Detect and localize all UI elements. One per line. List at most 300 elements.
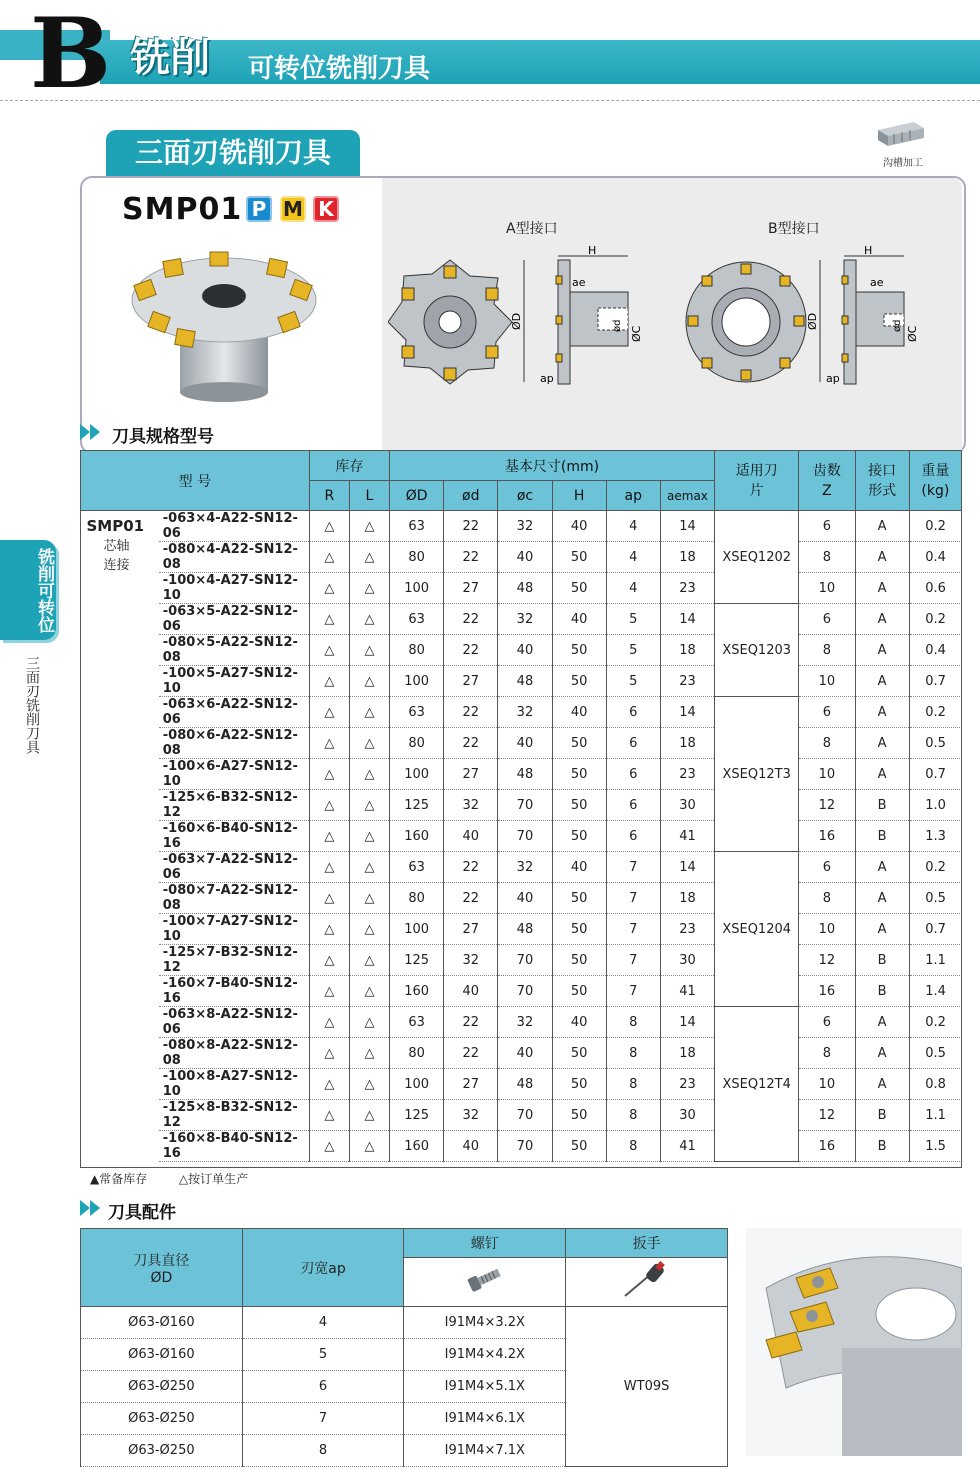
cell-ap: 6: [606, 697, 660, 728]
cell-ae: 30: [660, 790, 714, 821]
a-dim-ae: ae: [572, 276, 586, 289]
cell-iface: B: [855, 1131, 909, 1162]
header-band: [100, 40, 980, 84]
cell-d: 100: [390, 666, 444, 697]
table-row: [81, 759, 962, 790]
legend: [90, 1170, 248, 1187]
cell-c: 40: [498, 635, 552, 666]
cell-ae: 23: [660, 914, 714, 945]
cell-h: 50: [552, 1038, 606, 1069]
cell-iface: A: [855, 1069, 909, 1100]
spec-section-title: 刀具规格型号: [112, 427, 214, 447]
cell-l: △: [349, 511, 389, 542]
col-model: 型 号: [81, 451, 310, 511]
cell-h: 50: [552, 914, 606, 945]
cell-z: 6: [799, 604, 855, 635]
table-row: [81, 1307, 728, 1339]
cell-z: 6: [799, 697, 855, 728]
acc-cell-dia: Ø63-Ø250: [81, 1435, 243, 1467]
cell-ap: 4: [606, 573, 660, 604]
cell-iface: A: [855, 604, 909, 635]
cell-ap: 4: [606, 511, 660, 542]
header-divider: [0, 100, 980, 101]
cell-h: 50: [552, 976, 606, 1007]
cell-w: 0.5: [909, 728, 961, 759]
cell-d: 63: [390, 852, 444, 883]
cell-d: 22: [444, 697, 498, 728]
cell-l: △: [349, 728, 389, 759]
cell-d: 100: [390, 1069, 444, 1100]
cell-ap: 7: [606, 914, 660, 945]
cell-h: 50: [552, 945, 606, 976]
cell-d: 63: [390, 604, 444, 635]
cell-c: 48: [498, 666, 552, 697]
cell-r: △: [309, 511, 349, 542]
cell-w: 0.2: [909, 697, 961, 728]
spec-table: [80, 450, 962, 1162]
cell-d: 63: [390, 511, 444, 542]
cell-iface: A: [855, 852, 909, 883]
cell-d: 22: [444, 511, 498, 542]
cell-w: 1.1: [909, 945, 961, 976]
cell-d: 22: [444, 883, 498, 914]
cell-h: 40: [552, 511, 606, 542]
cell-l: △: [349, 635, 389, 666]
cell-r: △: [309, 790, 349, 821]
col-c: øc: [498, 481, 552, 511]
cell-r: △: [309, 635, 349, 666]
acc-col-screw: 螺钉: [404, 1229, 566, 1258]
cell-d: 22: [444, 604, 498, 635]
cell-d: 22: [444, 852, 498, 883]
cell-ap: 4: [606, 542, 660, 573]
cell-w: 1.1: [909, 1100, 961, 1131]
cell-d: 100: [390, 573, 444, 604]
cell-d: 27: [444, 573, 498, 604]
b-dim-h: H: [864, 244, 873, 257]
cell-ae: 14: [660, 1007, 714, 1038]
material-p-badge: P: [246, 196, 272, 222]
cell-iface: A: [855, 728, 909, 759]
cell-l: △: [349, 852, 389, 883]
cell-ap: 6: [606, 821, 660, 852]
cell-d: 40: [444, 976, 498, 1007]
a-dim-c: ØC: [630, 325, 643, 342]
table-row: [81, 945, 962, 976]
cell-ae: 18: [660, 1038, 714, 1069]
cell-blade: XSEQ12T4: [715, 1007, 799, 1162]
interface-b-drawing: [684, 242, 946, 390]
cell-ae: 23: [660, 759, 714, 790]
cell-ap: 6: [606, 759, 660, 790]
cell-w: 1.3: [909, 821, 961, 852]
cell-z: 8: [799, 542, 855, 573]
table-row: [81, 542, 962, 573]
cell-z: 12: [799, 945, 855, 976]
cell-ae: 30: [660, 1100, 714, 1131]
cell-model: -080×5-A22-SN12-08: [159, 635, 310, 666]
cell-w: 0.7: [909, 759, 961, 790]
table-row: [81, 790, 962, 821]
cell-z: 16: [799, 976, 855, 1007]
cell-w: 0.8: [909, 1069, 961, 1100]
cell-r: △: [309, 914, 349, 945]
cell-d: 100: [390, 759, 444, 790]
cell-c: 70: [498, 976, 552, 1007]
cell-model: -100×5-A27-SN12-10: [159, 666, 310, 697]
legend-order: △按订单生产: [178, 1172, 249, 1186]
cell-z: 16: [799, 821, 855, 852]
table-row: [81, 821, 962, 852]
cell-d: 22: [444, 542, 498, 573]
col-blade: 适用刀片: [715, 451, 799, 511]
section-title: 三面刃铣削刀具: [106, 130, 360, 176]
cell-model: -125×7-B32-SN12-12: [159, 945, 310, 976]
cell-l: △: [349, 1007, 389, 1038]
wrench-icon-cell: [566, 1258, 728, 1307]
cell-h: 50: [552, 790, 606, 821]
a-dim-h: H: [588, 244, 597, 257]
col-stock: 库存: [309, 451, 389, 481]
cell-r: △: [309, 945, 349, 976]
acc-col-wrench: 扳手: [566, 1229, 728, 1258]
cell-d: 27: [444, 759, 498, 790]
cell-d: 63: [390, 697, 444, 728]
acc-cell-screw: I91M4×4.2X: [404, 1339, 566, 1371]
cell-l: △: [349, 1069, 389, 1100]
col-stock-r: R: [309, 481, 349, 511]
col-d-inner: ød: [444, 481, 498, 511]
cell-ae: 41: [660, 976, 714, 1007]
cell-h: 40: [552, 604, 606, 635]
cell-iface: B: [855, 1100, 909, 1131]
cell-h: 50: [552, 635, 606, 666]
cell-d: 32: [444, 790, 498, 821]
cell-iface: B: [855, 790, 909, 821]
cell-c: 32: [498, 852, 552, 883]
cell-r: △: [309, 542, 349, 573]
chapter-letter: B: [30, 0, 110, 110]
acc-cell-ap: 8: [242, 1435, 404, 1467]
cell-c: 32: [498, 511, 552, 542]
cell-d: 32: [444, 945, 498, 976]
cell-d: 27: [444, 1069, 498, 1100]
cell-r: △: [309, 759, 349, 790]
cell-model: -125×6-B32-SN12-12: [159, 790, 310, 821]
cell-z: 16: [799, 1131, 855, 1162]
cell-d: 80: [390, 1038, 444, 1069]
cell-z: 8: [799, 635, 855, 666]
cell-d: 100: [390, 914, 444, 945]
cell-r: △: [309, 1007, 349, 1038]
cell-z: 6: [799, 852, 855, 883]
cell-h: 50: [552, 1131, 606, 1162]
cell-h: 50: [552, 1069, 606, 1100]
cell-d: 22: [444, 728, 498, 759]
table-row: [81, 728, 962, 759]
table-row: [81, 511, 962, 542]
cell-l: △: [349, 790, 389, 821]
cell-d: 22: [444, 1007, 498, 1038]
acc-cell-screw: I91M4×6.1X: [404, 1403, 566, 1435]
table-row: [81, 604, 962, 635]
b-dim-ap: ap: [826, 372, 840, 385]
acc-cell-screw: I91M4×3.2X: [404, 1307, 566, 1339]
cell-ae: 30: [660, 945, 714, 976]
cell-iface: A: [855, 542, 909, 573]
acc-cell-dia: Ø63-Ø160: [81, 1339, 243, 1371]
cell-ae: 41: [660, 1131, 714, 1162]
cell-blade: XSEQ1203: [715, 604, 799, 697]
cell-c: 40: [498, 728, 552, 759]
cell-iface: A: [855, 1038, 909, 1069]
cell-z: 12: [799, 790, 855, 821]
cell-ae: 18: [660, 635, 714, 666]
cell-z: 10: [799, 1069, 855, 1100]
cell-d: 32: [444, 1100, 498, 1131]
cell-r: △: [309, 697, 349, 728]
cell-z: 8: [799, 1038, 855, 1069]
acc-col-ap: 刃宽ap: [242, 1229, 404, 1307]
cell-ae: 18: [660, 883, 714, 914]
cell-h: 50: [552, 542, 606, 573]
cell-l: △: [349, 542, 389, 573]
acc-cell-ap: 7: [242, 1403, 404, 1435]
cell-w: 0.2: [909, 852, 961, 883]
acc-cell-dia: Ø63-Ø250: [81, 1371, 243, 1403]
cell-ap: 8: [606, 1069, 660, 1100]
cell-r: △: [309, 883, 349, 914]
cell-h: 40: [552, 1007, 606, 1038]
cell-iface: A: [855, 635, 909, 666]
cell-w: 1.0: [909, 790, 961, 821]
group-label: SMP01 芯轴 连接: [86, 517, 145, 573]
cell-d: 160: [390, 821, 444, 852]
cell-c: 40: [498, 542, 552, 573]
col-ap: ap: [606, 481, 660, 511]
cell-w: 0.7: [909, 914, 961, 945]
cell-h: 50: [552, 759, 606, 790]
cell-blade: XSEQ1204: [715, 852, 799, 1007]
section-arrow-icon: [80, 422, 108, 442]
cell-l: △: [349, 945, 389, 976]
cell-ap: 5: [606, 666, 660, 697]
cell-z: 12: [799, 1100, 855, 1131]
cell-h: 50: [552, 728, 606, 759]
cell-model: -063×6-A22-SN12-06: [159, 697, 310, 728]
cell-z: 6: [799, 1007, 855, 1038]
acc-col-dia: 刀具直径 ØD: [81, 1229, 243, 1307]
cell-c: 32: [498, 697, 552, 728]
cell-r: △: [309, 573, 349, 604]
table-row: [81, 852, 962, 883]
cell-r: △: [309, 666, 349, 697]
cell-d: 22: [444, 635, 498, 666]
cell-ap: 8: [606, 1007, 660, 1038]
cell-h: 40: [552, 852, 606, 883]
cell-ap: 5: [606, 635, 660, 666]
cell-l: △: [349, 759, 389, 790]
legend-stock: ▲常备库存: [90, 1172, 148, 1186]
cell-d: 80: [390, 728, 444, 759]
cell-ae: 14: [660, 852, 714, 883]
table-row: [81, 697, 962, 728]
cell-h: 50: [552, 666, 606, 697]
table-row: [81, 883, 962, 914]
chapter-category: 铣削: [130, 35, 210, 81]
cell-h: 50: [552, 821, 606, 852]
acc-cell-dia: Ø63-Ø160: [81, 1307, 243, 1339]
cell-d: 80: [390, 635, 444, 666]
cell-c: 40: [498, 883, 552, 914]
cell-ae: 41: [660, 821, 714, 852]
cell-c: 70: [498, 1100, 552, 1131]
accessories-table: [80, 1228, 728, 1467]
col-teeth: 齿数Z: [799, 451, 855, 511]
cell-r: △: [309, 976, 349, 1007]
b-dim-ae: ae: [870, 276, 884, 289]
cell-z: 10: [799, 759, 855, 790]
cell-ap: 7: [606, 852, 660, 883]
interface-a-drawing: [388, 242, 650, 390]
cell-c: 40: [498, 1038, 552, 1069]
cell-ae: 23: [660, 1069, 714, 1100]
cell-d: 80: [390, 883, 444, 914]
b-dim-d-outer: ØD: [806, 312, 819, 330]
cell-d: 125: [390, 945, 444, 976]
cell-iface: B: [855, 945, 909, 976]
cell-iface: A: [855, 511, 909, 542]
cell-h: 50: [552, 1100, 606, 1131]
cell-z: 10: [799, 914, 855, 945]
cell-w: 0.5: [909, 1038, 961, 1069]
cell-l: △: [349, 976, 389, 1007]
acc-cell-dia: Ø63-Ø250: [81, 1403, 243, 1435]
table-row: [81, 1038, 962, 1069]
cell-model: -063×5-A22-SN12-06: [159, 604, 310, 635]
cell-d: 125: [390, 790, 444, 821]
cell-r: △: [309, 1069, 349, 1100]
interface-b-label: B型接口: [768, 221, 820, 237]
cell-ap: 6: [606, 728, 660, 759]
cell-ap: 7: [606, 976, 660, 1007]
acc-cell-wrench: WT09S: [566, 1307, 728, 1467]
cell-model: -100×6-A27-SN12-10: [159, 759, 310, 790]
accessories-section-title: 刀具配件: [108, 1203, 176, 1223]
cell-ap: 8: [606, 1038, 660, 1069]
table-row: [81, 1100, 962, 1131]
cell-r: △: [309, 1038, 349, 1069]
cell-w: 0.4: [909, 635, 961, 666]
col-dims: 基本尺寸(mm): [390, 451, 715, 481]
cell-ae: 23: [660, 666, 714, 697]
cell-w: 1.4: [909, 976, 961, 1007]
cell-c: 48: [498, 1069, 552, 1100]
groove-machining-icon: [874, 120, 926, 148]
col-h: H: [552, 481, 606, 511]
cell-r: △: [309, 821, 349, 852]
cell-r: △: [309, 852, 349, 883]
cell-r: △: [309, 728, 349, 759]
cell-model: -100×7-A27-SN12-10: [159, 914, 310, 945]
cell-d: 80: [390, 542, 444, 573]
cell-d: 63: [390, 1007, 444, 1038]
cell-model: -160×6-B40-SN12-16: [159, 821, 310, 852]
cell-c: 70: [498, 790, 552, 821]
accessories-arrow-icon: [80, 1198, 108, 1218]
table-row: [81, 573, 962, 604]
interface-a-label: A型接口: [506, 221, 558, 237]
cell-w: 0.2: [909, 604, 961, 635]
a-dim-ap: ap: [540, 372, 554, 385]
cell-l: △: [349, 883, 389, 914]
cell-d: 27: [444, 914, 498, 945]
cell-l: △: [349, 573, 389, 604]
cell-c: 48: [498, 914, 552, 945]
cell-h: 40: [552, 697, 606, 728]
material-k-badge: K: [313, 196, 339, 222]
cell-iface: A: [855, 1007, 909, 1038]
cell-l: △: [349, 821, 389, 852]
cell-model: -160×7-B40-SN12-16: [159, 976, 310, 1007]
a-dim-d-inner: ød: [612, 319, 623, 332]
col-d-outer: ØD: [390, 481, 444, 511]
cell-iface: A: [855, 914, 909, 945]
cell-r: △: [309, 1131, 349, 1162]
cell-h: 50: [552, 573, 606, 604]
cell-d: 40: [444, 821, 498, 852]
side-tab-sub: 三面刃铣削刀具: [24, 656, 40, 754]
cell-ae: 23: [660, 573, 714, 604]
cutter-photo: [124, 238, 324, 408]
cell-w: 0.6: [909, 573, 961, 604]
screw-icon: [461, 1262, 509, 1298]
cell-d: 27: [444, 666, 498, 697]
cell-z: 8: [799, 883, 855, 914]
cell-model: -080×8-A22-SN12-08: [159, 1038, 310, 1069]
table-row: [81, 1007, 962, 1038]
table-row: [81, 1131, 962, 1162]
cell-w: 0.5: [909, 883, 961, 914]
cell-model: -063×4-A22-SN12-06: [159, 511, 310, 542]
cell-iface: A: [855, 759, 909, 790]
cell-iface: B: [855, 821, 909, 852]
side-tab-label: 铣削可转位: [34, 548, 54, 633]
cell-d: 40: [444, 1131, 498, 1162]
cell-model: -160×8-B40-SN12-16: [159, 1131, 310, 1162]
cell-ap: 7: [606, 883, 660, 914]
cell-c: 48: [498, 573, 552, 604]
table-row: [81, 914, 962, 945]
cell-iface: A: [855, 666, 909, 697]
cell-r: △: [309, 604, 349, 635]
cell-ap: 5: [606, 604, 660, 635]
cell-r: △: [309, 1100, 349, 1131]
cell-l: △: [349, 697, 389, 728]
cell-iface: A: [855, 697, 909, 728]
cell-c: 32: [498, 1007, 552, 1038]
cell-ap: 6: [606, 790, 660, 821]
product-model: SMP01: [122, 192, 243, 227]
acc-cell-ap: 4: [242, 1307, 404, 1339]
cell-iface: A: [855, 573, 909, 604]
cell-l: △: [349, 604, 389, 635]
cell-l: △: [349, 1038, 389, 1069]
cell-z: 8: [799, 728, 855, 759]
cell-l: △: [349, 666, 389, 697]
cell-model: -080×6-A22-SN12-08: [159, 728, 310, 759]
cell-c: 48: [498, 759, 552, 790]
